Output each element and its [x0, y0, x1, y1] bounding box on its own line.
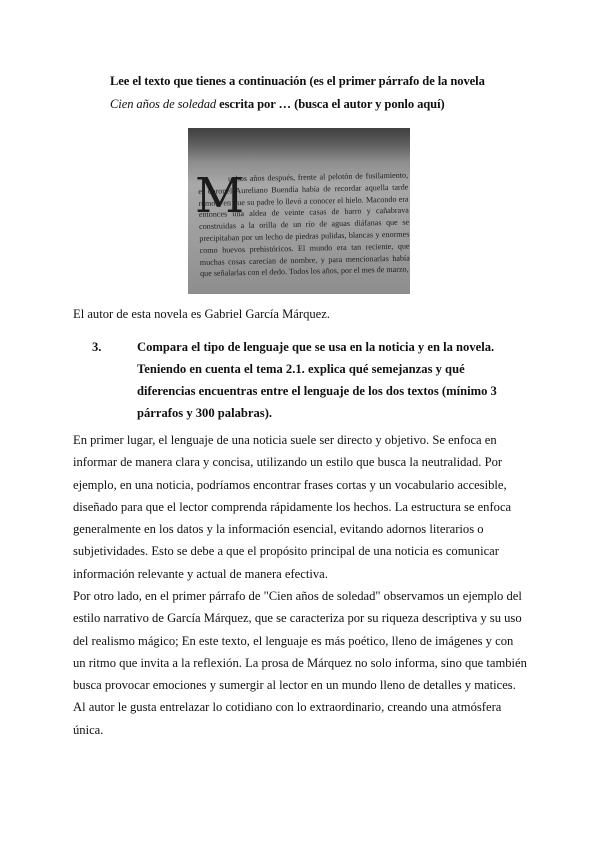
instruction-text: [110, 70, 530, 116]
answer-paragraph-1: En primer lugar, el lenguaje de una noticia suele ser directo y objetivo. Se enfoca en informar de manera clara y concisa, utilizando un estilo que busca la neutralidad. Por ejemplo, en una noticia, podríamos encontrar frases cortas y un vocabulario accesible, diseñado para que el lector comprenda rápidamente los hechos. La estructura se enfoca generalmente en los datos y la información esencial, evitando adornos literarios o subjetividades. Esto se debe a que el propósito principal de una noticia es comunicar información relevante y actual de manera efectiva.: [73, 433, 512, 581]
author-answer: El autor de esta novela es Gabriel García Márquez.: [73, 307, 331, 321]
question-number: 3.: [92, 340, 102, 354]
question-3: [92, 336, 512, 424]
drop-cap: M: [195, 168, 245, 224]
answer-paragraph-2: Por otro lado, en el primer párrafo de "Cien años de soledad" observamos un ejemplo del estilo narrativo de García Márquez, que se caracteriza por su riqueza descriptiva y su uso del realismo mágico; En este texto, el lenguaje es más poético, lleno de imágenes y con un ritmo que invita a la reflexión. La prosa de Márquez no solo informa, sino que también busca provocar emociones y sumergir al lector en un mundo lleno de detalles y matices. Al autor le gusta entrelazar lo cotidiano con lo extraordinario, creando una atmósfera única.: [73, 589, 527, 737]
question-text: Compara el tipo de lenguaje que se usa en la noticia y en la novela. Teniendo en cuenta el tema 2.1. explica qué semejanzas y qué diferencias encuentras entre el lenguaje de los dos textos (mínimo 3 párrafos y 300 palabras).: [137, 340, 497, 420]
instruction-part1: Lee el texto que tienes a continuación (es el primer párrafo de la novela: [110, 74, 485, 88]
photo-shadow: [188, 128, 410, 162]
book-excerpt-text: uchos años después, frente al pelotón de fusilamiento, el coronel Aureliano Buendía había de recordar aquella tarde remota en que su padre lo llevó a conocer el hielo. Macondo era entonces una aldea de veinte casas de barro y cañabrava construidas a la orilla de un río de aguas diáfanas que se precipitaban por un lecho de piedras pulidas, blancas y enormes como huevos prehistóricos. El mundo era tan reciente, que muchas cosas carecían de nombre, y para mencionarlas había que señalarlas con el dedo. Todos los años, por el mes de marzo,: [198, 170, 410, 279]
book-page-photo: [188, 128, 410, 294]
book-title: Cien años de soledad: [110, 97, 217, 111]
instruction-part2: escrita por … (busca el autor y ponlo aquí): [216, 97, 445, 111]
